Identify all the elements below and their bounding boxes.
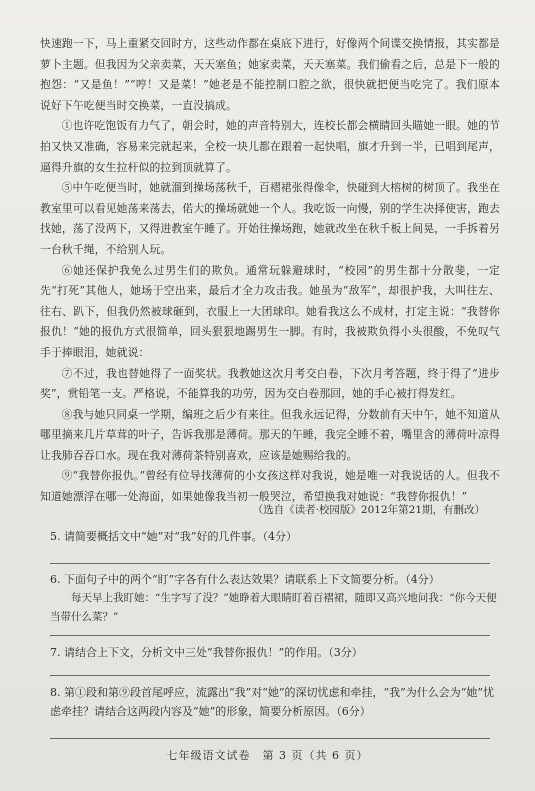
page-footer: 七年级语文试卷 第 3 页（共 6 页）	[166, 749, 369, 762]
question-7	[50, 643, 500, 662]
paragraph-6: ⑥她还保护我免么过男生们的欺负。通常玩躲避球时，“校园”的男生都十分散斐，一定先“打死”其他人，她场于空出来，最后才全力攻击我。她虽为“敌军”，却很护我，大叫往左、往右、趴下，但我仍然被球砸到，衣服上一大团球印。她看我这么不成材，打定主说：“我替你报仇！”她的报仇方式很简单，回头狠狠地踢男生一脚。有时，我被欺负得小头很酸，不免叹气手于捧眼泪，她就说：	[40, 263, 500, 359]
paragraph-7: ⑦不过，我也替她得了一面奖状。我教她这次月考交白卷，下次月考答题，终于得了“进步奖”，赏铅笔一支。严格说，不能算我的功劳，因为交白卷那回，她的手心被打得发红。	[40, 366, 500, 401]
reading-passage	[40, 34, 500, 508]
question-5	[50, 527, 500, 546]
answer-line[interactable]	[50, 738, 490, 739]
answer-line[interactable]	[50, 563, 490, 564]
question-6-text: 6. 下面句子中的两个“盯”字各有什么表达效果？请联系上下文简要分析。（4分）	[50, 573, 440, 586]
paragraph-5: ⑤中午吃便当时，她就溜到操场荡秋千，百褶裙张得像伞，快碰到大榕树的树顶了。我坐在教室里可以看见她荡来荡去，偌大的操场就她一个人。我吃饭一向慢，别的学生决择使害，跑去找她，荡了没两下，又得进教室午睡了。开始往操场跑，她就改坐在秋千板上间晃，一手拆着另一台秋千绳，不给别人玩。	[40, 181, 500, 256]
question-7-text: 7. 请结合上下文，分析文中三处“我替你报仇！”的作用。（3分）	[50, 646, 363, 659]
paragraph-9: ⑨“我替你报仇。”曾经有位导找薄荷的小女孩这样对我说，她是唯一对我说话的人。但我不知道她漂浮在哪一处海面，如果她像我当初一般哭泣，希望换我对她说：“我替你报仇！”	[40, 469, 500, 504]
question-6	[50, 570, 500, 627]
question-6-quote: 每天早上我盯她：“生字写了没？”她睁着大眼睛盯着百褶裙，随即又高兴地问我：“你今天便当带什么菜？”	[50, 592, 497, 623]
paragraph-continued: 快速跑一下，马上重紧交回时方，这些动作都在桌底下进行，好像两个间谍交换情报，其实都是萝卜主题。但我因为父亲卖菜，天天塞鱼；她家卖菜，天天塞菜。我们偷看之后，总是下一般的抱怨：“又是鱼！”“哼！又是菜！”她老是不能控制口腔之欲，很快就把便当吃完了。我们原本说好下午吃便当时交换菜，一直没搞成。	[40, 37, 500, 112]
source-citation: （选自《读者·校园版》2012年第21期，有删改）	[252, 504, 485, 516]
paragraph-4: ①也许吃饱饭有力气了，朝会时，她的声音特别大，连校长都会横睛回头瞄她一眼。她的节拍又快又准确，容易来完就起来，全校一块儿都在跟着一起快唱，旗才升到一半，已唱到尾声，逼得升旗的女生拉杆似的拉到顶就算了。	[40, 119, 500, 174]
question-8	[50, 683, 500, 721]
answer-line[interactable]	[50, 675, 490, 676]
question-8-text: 8. 第①段和第⑨段首尾呼应，流露出“我”对“她”的深切忧虑和牵挂，“我”为什么会为“她”忧虑牵挂？请结合这两段内容及“她”的形象，简要分析原因。（6分）	[50, 686, 494, 718]
paragraph-8: ⑧我与她只同桌一学期，编班之后少有来往。但我永远记得，分数前有天中午，她不知道从哪里摘来几片草茸的叶子，告诉我那是薄荷。那天的午睡，我完全睡不着，嘴里含的薄荷叶凉得让我肺吞吞口水。现在我对薄荷茶特别喜欢，应该是她赐给我的。	[40, 407, 500, 462]
answer-line[interactable]	[50, 635, 490, 636]
question-5-text: 5. 请简要概括文中“她”对“我”好的几件事。（4分）	[50, 530, 297, 543]
